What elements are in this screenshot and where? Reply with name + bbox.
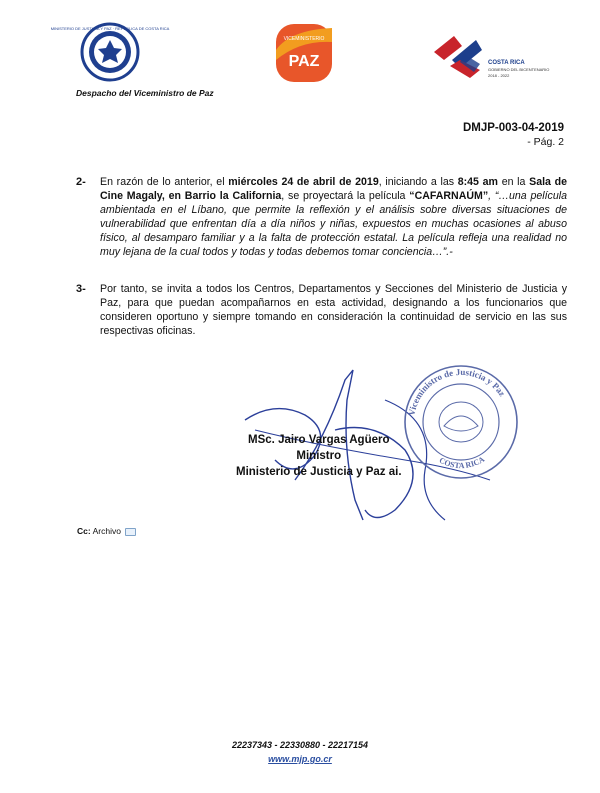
folder-icon: [125, 528, 136, 536]
carbon-copy: [77, 526, 136, 536]
page-number: - Pág. 2: [527, 136, 564, 148]
paragraph-2-number: 2-: [76, 176, 86, 188]
reference-code: DMJP-003-04-2019: [462, 122, 564, 134]
signer-name: MSc. Jairo Vargas Agüero: [248, 434, 390, 446]
viceministerio-paz-logo: [270, 20, 338, 86]
costa-rica-government-logo: [430, 30, 560, 85]
p2-text-5: en la: [497, 176, 530, 188]
cr-logo-line3: 2018 - 2022: [488, 73, 510, 78]
p2-film-description: , “…una película ambientada en el Líbano, que permite la reflexión y el análisis sobre diversas situaciones de vulnerabilidad que enfrentan día a día niños y niñas, expuestos en muchas ocasiones al abuso físico, al desamparo familiar y a la falta de protección estatal. La película refleja una realidad no muy lejana de la cual todos y todas y todas debemos tomar conciencia…”.-: [100, 190, 567, 258]
p2-film-title: “CAFARNAÚM”: [409, 190, 489, 202]
department-name: Despacho del Viceministro de Paz: [76, 88, 214, 98]
paragraph-3-number: 3-: [76, 283, 86, 295]
p2-event-venue: Sala de Cine Magaly, en Barrio la California: [100, 176, 568, 202]
cr-logo-line2: GOBIERNO DEL BICENTENARIO: [488, 67, 550, 72]
signer-office: Ministerio de Justicia y Paz ai.: [236, 466, 402, 478]
footer-website-link[interactable]: www.mjp.go.cr: [268, 754, 332, 764]
cc-label: Cc:: [77, 526, 91, 536]
paz-logo-top-text: VICEMINISTERIO: [283, 36, 325, 42]
paragraph-3: [76, 282, 567, 338]
signer-title: Ministro: [296, 450, 342, 462]
p2-event-time: 8:45 am: [457, 176, 498, 188]
signature-block: [236, 432, 402, 480]
official-stamp: [396, 360, 526, 480]
seal-text: MINISTERIO DE JUSTICIA Y PAZ · REPÚBLICA DE COSTA RICA: [50, 26, 170, 31]
stamp-text-top: Viceministro de Justicia y Paz: [406, 366, 508, 417]
p2-text-1: En razón de lo anterior, el: [100, 176, 229, 188]
footer-phones: 22237343 - 22330880 - 22217154: [231, 740, 369, 750]
paragraph-3-text: Por tanto, se invita a todos los Centros, Departamentos y Secciones del Ministerio de Justicia y Paz, para que puedan acompañarnos en esta actividad, designando a los funcionarios que consideren oportuno y siempre tomando en consideración la continuidad de servicio en las sus respectivas oficinas.: [100, 283, 567, 337]
svg-text:Viceministro de Justicia y Paz: [406, 367, 507, 417]
p2-event-date: miércoles 24 de abril de 2019: [228, 176, 379, 188]
cc-value: Archivo: [92, 526, 121, 536]
paragraph-2-text: [100, 175, 567, 259]
paragraph-2: [76, 175, 568, 259]
cr-logo-line1: COSTA RICA: [488, 60, 525, 66]
ministry-seal-logo: [50, 22, 170, 82]
p2-text-3: , iniciando a las: [378, 176, 458, 188]
paz-logo-word: PAZ: [288, 53, 320, 70]
document-reference: [463, 122, 564, 148]
stamp-text-bottom: COSTA RICA: [437, 454, 487, 471]
p2-text-7: , se proyectará la película: [281, 190, 410, 202]
